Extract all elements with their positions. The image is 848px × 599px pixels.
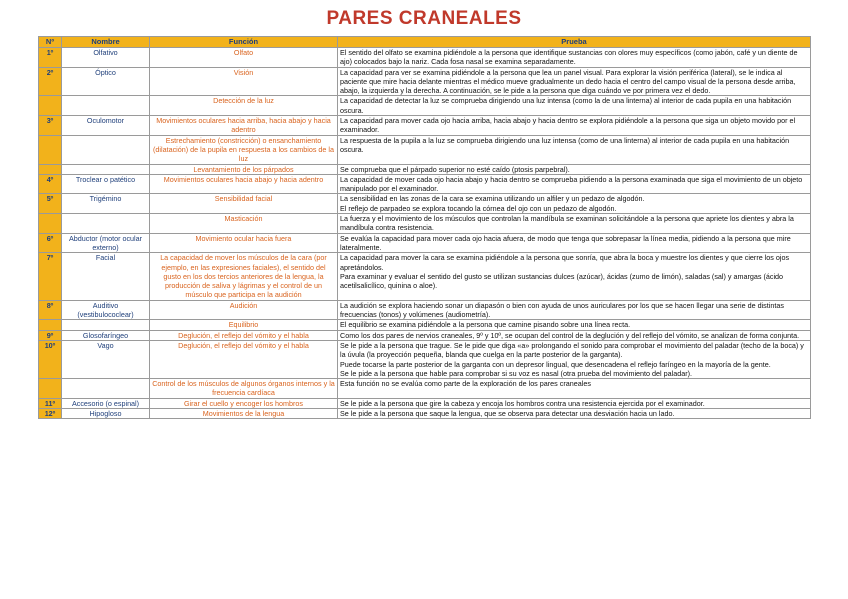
header-funcion: Función — [150, 37, 338, 48]
nerve-test — [338, 164, 811, 174]
header-num: Nº — [39, 37, 62, 48]
table-row — [39, 398, 811, 408]
nerve-number — [39, 164, 62, 174]
nerve-number: 3º — [39, 116, 62, 136]
nerve-function: Movimiento ocular hacia fuera — [150, 233, 338, 253]
nerve-function: Movimientos de la lengua — [150, 408, 338, 418]
nerve-number: 4º — [39, 174, 62, 194]
table-row — [39, 233, 811, 253]
table-row — [39, 408, 811, 418]
table-body — [39, 48, 811, 419]
nerve-name: Auditivo (vestibulococlear) — [62, 300, 150, 320]
test-paragraph: Se le pide a la persona que saque la lengua, que se observa para detectar una desviación hacia un lado. — [340, 408, 675, 418]
table-header-row — [39, 37, 811, 48]
nerve-test — [338, 174, 811, 194]
table-row — [39, 194, 811, 214]
cranial-nerves-table — [38, 36, 811, 419]
nerve-function: Movimientos oculares hacia abajo y hacia adentro — [150, 174, 338, 194]
nerve-name: Trigémino — [62, 194, 150, 214]
nerve-name: Hipogloso — [62, 408, 150, 418]
nerve-test — [338, 253, 811, 300]
nerve-test — [338, 330, 811, 340]
nerve-test — [338, 194, 811, 214]
nerve-test — [338, 116, 811, 136]
test-paragraph: La capacidad de mover cada ojo hacia abajo y hacia dentro se comprueba pidiendo a la persona examinada que siga el movimiento de un objeto manipulado por el examinador. — [340, 174, 803, 194]
table-row — [39, 320, 811, 330]
test-paragraph: La capacidad para mover la cara se examina pidiéndole a la persona que sonría, que abra la boca y muestre los dientes y que cierre los ojos apretándolos. — [340, 253, 790, 272]
nerve-function: Audición — [150, 300, 338, 320]
nerve-name: Glosofaríngeo — [62, 330, 150, 340]
nerve-test — [338, 48, 811, 68]
test-paragraph: La capacidad para mover cada ojo hacia arriba, hacia abajo y hacia dentro se explora pidiéndole a la persona que siga un objeto movido por el examinador. — [340, 116, 796, 135]
test-paragraph: El reflejo de parpadeo se explora tocando la córnea del ojo con un pedazo de algodón. — [340, 203, 617, 213]
nerve-number: 6º — [39, 233, 62, 253]
nerve-name — [62, 214, 150, 234]
page-title: PARES CRANEALES — [326, 8, 522, 29]
nerve-number — [39, 135, 62, 164]
nerve-name: Vago — [62, 340, 150, 378]
test-paragraph: Esta función no se evalúa como parte de la exploración de los pares craneales — [340, 379, 591, 389]
test-paragraph: Como los dos pares de nervios craneales, 9º y 10º, se ocupan del control de la deglución y del reflejo del vómito, se analizan de forma conjunta. — [340, 330, 800, 340]
test-paragraph: La fuerza y el movimiento de los músculos que controlan la mandíbula se examinan solicitándole a la persona que apriete los dientes y abra la mandíbula contra resistencia. — [340, 214, 794, 233]
test-paragraph: El sentido del olfato se examina pidiéndole a la persona que identifique sustancias con olores muy específicos (como jabón, café y un diente de ajo) colocados bajo la nariz. Cada fosa nasal se examina separadamente. — [340, 48, 798, 67]
nerve-test — [338, 379, 811, 399]
nerve-number: 8º — [39, 300, 62, 320]
nerve-name — [62, 379, 150, 399]
nerve-name — [62, 320, 150, 330]
nerve-name — [62, 164, 150, 174]
nerve-number: 12º — [39, 408, 62, 418]
test-paragraph: El equilibrio se examina pidiéndole a la persona que camine pisando sobre una línea recta. — [340, 320, 631, 330]
nerve-function: Levantamiento de los párpados — [150, 164, 338, 174]
nerve-function: La capacidad de mover los músculos de la cara (por ejemplo, en las expresiones faciales), el sentido del gusto en los dos tercios anteriores de la lengua, la producción de saliva y lágrimas y el control de un músculo que participa en la audición — [150, 253, 338, 300]
nerve-test — [338, 300, 811, 320]
nerve-number: 9º — [39, 330, 62, 340]
table-row — [39, 67, 811, 96]
test-paragraph: Se le pide a la persona que trague. Se le pide que diga «a» prolongando el sonido para comprobar el movimiento del paladar (techo de la boca) y la úvula (la proyección pequeña, blanda que cuelga en la parte posterior de la garganta). — [340, 340, 804, 360]
nerve-name: Accesorio (o espinal) — [62, 398, 150, 408]
nerve-function: Control de los músculos de algunos órganos internos y la frecuencia cardíaca — [150, 379, 338, 399]
nerve-test — [338, 67, 811, 96]
header-nombre: Nombre — [62, 37, 150, 48]
test-paragraph: Se le pide a la persona que hable para comprobar si su voz es nasal (otra prueba del movimiento del paladar). — [340, 368, 692, 378]
test-paragraph: Para examinar y evaluar el sentido del gusto se utilizan sustancias dulces (azúcar), ácidas (zumo de limón), saladas (sal) y amargas (ácido acetilsalicílico, quinina o aloe). — [340, 271, 784, 291]
nerve-function: Masticación — [150, 214, 338, 234]
nerve-test — [338, 320, 811, 330]
nerve-name: Abductor (motor ocular externo) — [62, 233, 150, 253]
nerve-test — [338, 214, 811, 234]
test-paragraph: Se evalúa la capacidad para mover cada ojo hacia afuera, de modo que tenga que sobrepasar la línea media, pidiendo a la persona que mire lateralmente. — [340, 233, 791, 252]
nerve-number: 5º — [39, 194, 62, 214]
table-row — [39, 300, 811, 320]
test-paragraph: Puede tocarse la parte posterior de la garganta con un depresor lingual, que desencadena el reflejo faríngeo en la mayoría de la gente. — [340, 359, 771, 369]
nerve-function: Olfato — [150, 48, 338, 68]
nerve-name: Troclear o patético — [62, 174, 150, 194]
table-row — [39, 340, 811, 378]
nerve-name: Oculomotor — [62, 116, 150, 136]
nerve-function: Sensibilidad facial — [150, 194, 338, 214]
table-row — [39, 174, 811, 194]
test-paragraph: Se comprueba que el párpado superior no esté caído (ptosis parpebral). — [340, 164, 570, 174]
table-row — [39, 116, 811, 136]
nerve-test — [338, 233, 811, 253]
table-row — [39, 96, 811, 116]
test-paragraph: La sensibilidad en las zonas de la cara se examina utilizando un alfiler y un pedazo de algodón. — [340, 194, 645, 204]
table-row — [39, 164, 811, 174]
table-row — [39, 48, 811, 68]
nerve-test — [338, 398, 811, 408]
nerve-function: Estrechamiento (constricción) o ensanchamiento (dilatación) de la pupila en respuesta a los cambios de la luz — [150, 135, 338, 164]
nerve-function: Deglución, el reflejo del vómito y el habla — [150, 330, 338, 340]
test-paragraph: La capacidad para ver se examina pidiéndole a la persona que lea un panel visual. Para explorar la visión periférica (lateral), se le indica al paciente que mire hacia delante mientras el médico mueve gradualmente un dedo hacia el centro del campo visual de la persona desde arriba, abajo, la izquierda y la derecha. A continuación, se le pide a la persona que diga cuándo ve por primera vez el dedo. — [340, 67, 796, 96]
nerve-number — [39, 214, 62, 234]
table-row — [39, 214, 811, 234]
header-prueba: Prueba — [338, 37, 811, 48]
nerve-test — [338, 96, 811, 116]
table-row — [39, 135, 811, 164]
nerve-function: Movimientos oculares hacia arriba, hacia abajo y hacia adentro — [150, 116, 338, 136]
nerve-function: Girar el cuello y encoger los hombros — [150, 398, 338, 408]
test-paragraph: La respuesta de la pupila a la luz se comprueba dirigiendo una luz intensa (como de una linterna) al interior de cada pupila en una habitación oscura. — [340, 135, 790, 154]
nerve-test — [338, 340, 811, 378]
nerve-function: Visión — [150, 67, 338, 96]
nerve-number: 2º — [39, 67, 62, 96]
nerve-number: 7º — [39, 253, 62, 300]
nerve-function: Detección de la luz — [150, 96, 338, 116]
nerve-name: Facial — [62, 253, 150, 300]
test-paragraph: La capacidad de detectar la luz se comprueba dirigiendo una luz intensa (como la de una linterna) al interior de cada pupila en una habitación oscura. — [340, 96, 792, 115]
table-row — [39, 253, 811, 300]
nerve-number — [39, 379, 62, 399]
table-row — [39, 330, 811, 340]
nerve-function: Equilibrio — [150, 320, 338, 330]
nerve-name — [62, 135, 150, 164]
nerve-number: 10º — [39, 340, 62, 378]
nerve-name — [62, 96, 150, 116]
nerve-test — [338, 408, 811, 418]
test-paragraph: Se le pide a la persona que gire la cabeza y encoja los hombros contra una resistencia ejercida por el examinador. — [340, 398, 705, 408]
nerve-name: Olfativo — [62, 48, 150, 68]
nerve-number — [39, 320, 62, 330]
nerve-name: Óptico — [62, 67, 150, 96]
nerve-number: 1º — [39, 48, 62, 68]
nerve-number — [39, 96, 62, 116]
table-row — [39, 379, 811, 399]
nerve-number: 11º — [39, 398, 62, 408]
nerve-function: Deglución, el reflejo del vómito y el habla — [150, 340, 338, 378]
nerve-test — [338, 135, 811, 164]
test-paragraph: La audición se explora haciendo sonar un diapasón o bien con ayuda de unos auriculares por los que se hacen llegar una serie de distintas frecuencias (tonos) y volúmenes (audiometría). — [340, 300, 784, 320]
